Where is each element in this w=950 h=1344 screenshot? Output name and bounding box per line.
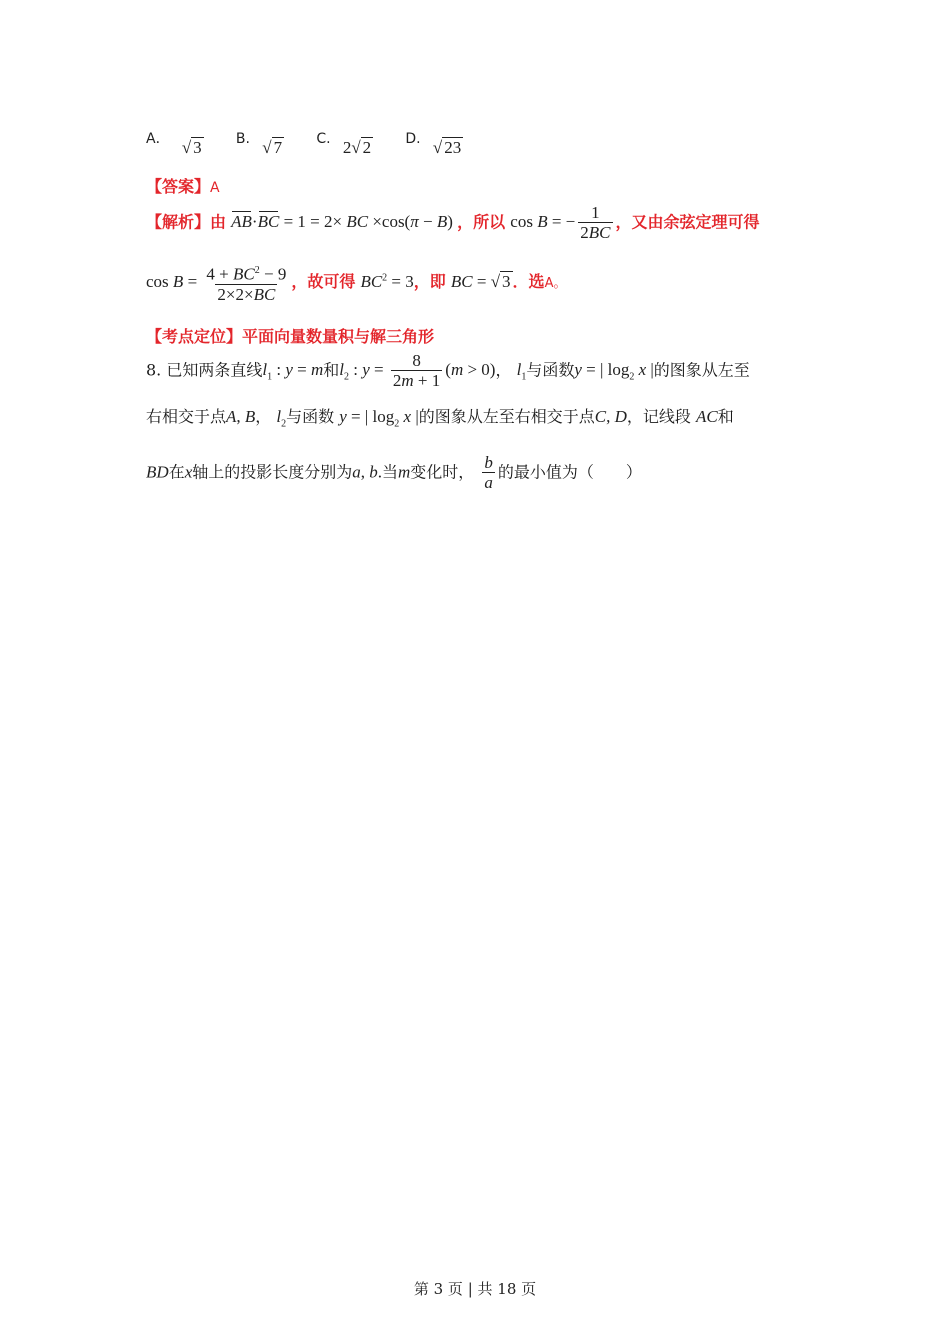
answer-tag: 【答案】 (146, 177, 211, 196)
q8-line-3: BD在x轴上的投影长度分别为a, b.当m变化时， $\frac{b}{a}$ 的最小值为（ ） (146, 453, 642, 492)
dot-product-formula: AB·BC = 1 = 2× BC ×cos(π − B) (231, 212, 458, 232)
question-number: 8. (146, 360, 162, 380)
analysis-line-2: cos B = $\frac{4 + BC^2 - 9}{2\times 2\times BC}$ ，故可得 $BC^2 = 3$，即 BC = √ 3 ．选A。 (146, 264, 567, 304)
cosine-law-formula: cos B = $\frac{4 + BC^2 - 9}{2\times 2\times BC}$ (146, 264, 287, 304)
option-a: $^{A.}$ √ 3 (146, 131, 202, 157)
options-row (146, 128, 491, 158)
option-c: $^{C.}$ 2√ 2 (316, 131, 372, 157)
q8-line-2: 右相交于点A, B， $l_2$与函数 y = | $\log_2 x$ |的图象从左至右相交于点C, D，记线段 AC和 (146, 407, 734, 430)
page-footer: 第 3 页 | 共 18 页 (413, 1280, 537, 1298)
analysis-tag: 【解析】 (146, 212, 211, 232)
option-d: $^{D.}$ √ 23 (405, 131, 462, 157)
analysis-line-1: 【解析】由 AB·BC = 1 = 2× BC ×cos(π − B) ，所以 cos B = − $\frac{1}{2BC}$ ，又由余弦定理可得 (146, 203, 760, 242)
answer-line (146, 174, 220, 197)
option-b: $^{B.}$ √ 7 (235, 131, 283, 157)
kaodian-tag: 【考点定位】 (146, 327, 243, 346)
cos-b-formula: cos B = − $\frac{1}{2BC}$ (510, 203, 611, 242)
q8-line-1: 8. 已知两条直线$l_1$ : y = m和$l_2$ : y = $\frac{8}{2m + 1}$ (m > 0)， $l_1$与函数y = | $\log_2 x$ |的图象从左至 (146, 351, 750, 390)
kaodian-text: 平面向量数量积与解三角形 (242, 327, 435, 346)
kaodian-line (146, 324, 434, 347)
answer-value: A (210, 180, 220, 196)
